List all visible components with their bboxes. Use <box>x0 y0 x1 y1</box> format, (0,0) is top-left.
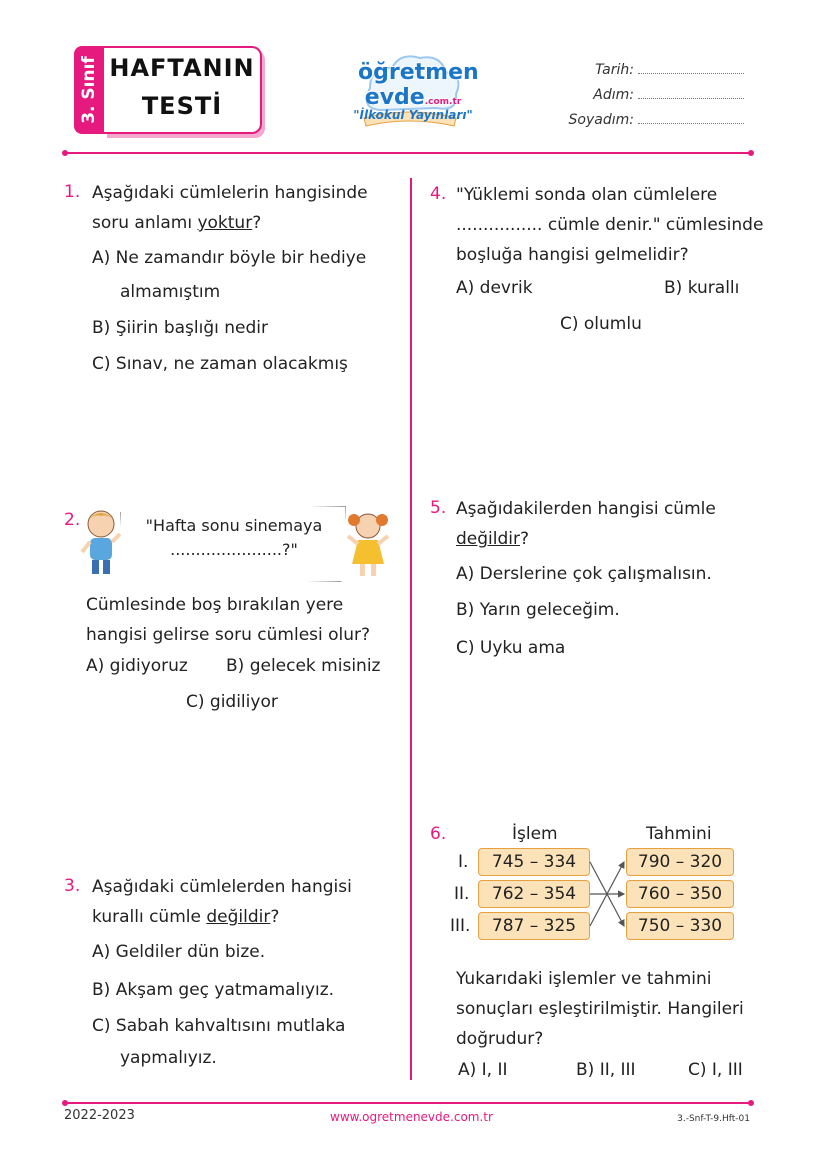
q6-option-a[interactable]: A) I, II <box>458 1060 508 1080</box>
question-2-stem <box>86 590 370 650</box>
q2-line-1: Cümlesinde boş bırakılan yere <box>86 595 344 615</box>
q3-option-b[interactable]: B) Akşam geç yatmamalıyız. <box>92 980 335 1000</box>
q5-option-c[interactable]: C) Uyku ama <box>456 638 566 658</box>
question-number-3: 3. <box>64 876 81 896</box>
operation-box-3: 787 – 325 <box>478 912 590 940</box>
grade-tab <box>74 46 104 134</box>
question-number-1: 1. <box>64 182 81 202</box>
speech-bubble-text <box>124 514 344 562</box>
q3-line-2 <box>92 902 352 932</box>
divider-dot <box>748 150 754 156</box>
q3-option-c[interactable]: C) Sabah kahvaltısını mutlaka <box>92 1016 346 1036</box>
title-line-1: HAFTANIN <box>109 54 255 82</box>
q4-option-b[interactable]: B) kurallı <box>664 278 740 298</box>
divider-dot <box>62 1100 68 1106</box>
row-roman-3: III. <box>450 916 471 936</box>
q3-qmark: ? <box>270 907 280 927</box>
row-roman-2: II. <box>454 884 470 904</box>
date-label: Tarih: <box>595 62 634 78</box>
q1-option-b[interactable]: B) Şiirin başlığı nedir <box>92 318 268 338</box>
boy-illustration <box>80 508 122 578</box>
row-roman-1: I. <box>458 852 469 872</box>
q5-qmark: ? <box>520 529 530 549</box>
date-blank[interactable] <box>638 63 744 74</box>
q4-line-2: ................ cümle denir." cümlesinde <box>456 215 764 235</box>
name-field[interactable] <box>560 87 744 103</box>
surname-label: Soyadım: <box>568 112 634 128</box>
question-3-stem <box>92 872 352 932</box>
q1-line-2 <box>92 208 368 238</box>
logo-subtitle: "İlkokul Yayınları" <box>353 108 473 122</box>
q5-option-b[interactable]: B) Yarın geleceğim. <box>456 600 620 620</box>
q3-option-a[interactable]: A) Geldiler dün bize. <box>92 942 266 962</box>
estimate-box-3: 750 – 330 <box>626 912 734 940</box>
header-divider <box>64 152 750 154</box>
q6-option-b[interactable]: B) II, III <box>576 1060 636 1080</box>
q3-text: kurallı cümle <box>92 907 207 927</box>
question-4-stem <box>456 180 763 270</box>
q5-underlined: değildir <box>456 529 520 549</box>
q5-line-1: Aşağıdakilerden hangisi cümle <box>456 499 716 519</box>
title-line-2: TESTİ <box>141 92 223 120</box>
footer-code: 3.-Snf-T-9.Hft-01 <box>677 1114 750 1124</box>
q2-line-2: hangisi gelirse soru cümlesi olur? <box>86 625 371 645</box>
date-field[interactable] <box>560 62 744 78</box>
question-number-5: 5. <box>430 498 447 518</box>
q6-line-1: Yukarıdaki işlemler ve tahmini <box>456 969 712 989</box>
q5-line-2 <box>456 524 716 554</box>
q1-qmark: ? <box>252 213 262 233</box>
q3-underlined: değildir <box>206 907 271 927</box>
surname-blank[interactable] <box>638 113 744 124</box>
bubble-line-1: "Hafta sonu sinemaya <box>145 516 323 535</box>
logo-wordmark <box>358 60 479 110</box>
logo-domain: .com.tr <box>424 97 462 107</box>
bubble-line-2: ......................?" <box>170 540 298 559</box>
divider-dot <box>62 150 68 156</box>
footer-website-link[interactable]: www.ogretmenevde.com.tr <box>330 1110 493 1124</box>
column-divider <box>410 178 412 1080</box>
estimate-column-header: Tahmini <box>646 824 712 844</box>
q2-option-b[interactable]: B) gelecek misiniz <box>226 656 381 676</box>
question-1-stem <box>92 178 368 238</box>
q5-option-a[interactable]: A) Derslerine çok çalışmalısın. <box>456 564 712 584</box>
q4-line-1: "Yüklemi sonda olan cümlelere <box>456 185 718 205</box>
question-6-stem <box>456 964 744 1054</box>
q3-line-1: Aşağıdaki cümlelerden hangisi <box>92 877 352 897</box>
operation-box-2: 762 – 354 <box>478 880 590 908</box>
q6-line-3: doğrudur? <box>456 1029 544 1049</box>
q1-option-a-cont: almamıştım <box>120 282 221 302</box>
q3-option-c-cont: yapmalıyız. <box>120 1048 217 1068</box>
q1-line-1: Aşağıdaki cümlelerin hangisinde <box>92 183 368 203</box>
q4-option-c[interactable]: C) olumlu <box>560 314 642 334</box>
name-blank[interactable] <box>638 88 744 99</box>
operation-box-1: 745 – 334 <box>478 848 590 876</box>
q2-option-c[interactable]: C) gidiliyor <box>186 692 278 712</box>
question-number-2: 2. <box>64 510 81 530</box>
q1-text: soru anlamı <box>92 213 198 233</box>
logo-main-text: öğretmen evde <box>358 60 479 110</box>
footer-year: 2022-2023 <box>64 1108 135 1123</box>
q6-line-2: sonuçları eşleştirilmiştir. Hangileri <box>456 999 744 1019</box>
grade-label: 3. Sınıf <box>79 56 99 124</box>
divider-dot <box>748 1100 754 1106</box>
girl-illustration <box>346 510 390 580</box>
q2-option-a[interactable]: A) gidiyoruz <box>86 656 188 676</box>
question-number-6: 6. <box>430 824 447 844</box>
matching-arrows <box>588 850 628 940</box>
q4-option-a[interactable]: A) devrik <box>456 278 533 298</box>
q1-option-c[interactable]: C) Sınav, ne zaman olacakmış <box>92 354 348 374</box>
estimate-box-2: 760 – 350 <box>626 880 734 908</box>
q4-line-3: boşluğa hangisi gelmelidir? <box>456 245 689 265</box>
name-label: Adım: <box>593 87 634 103</box>
q6-option-c[interactable]: C) I, III <box>688 1060 743 1080</box>
surname-field[interactable] <box>560 112 744 128</box>
question-5-stem <box>456 494 716 554</box>
operation-column-header: İşlem <box>512 824 558 844</box>
question-number-4: 4. <box>430 184 447 204</box>
footer-divider <box>64 1102 750 1104</box>
q1-underlined: yoktur <box>197 213 253 233</box>
q1-option-a[interactable]: A) Ne zamandır böyle bir hediye <box>92 248 367 268</box>
estimate-box-1: 790 – 320 <box>626 848 734 876</box>
